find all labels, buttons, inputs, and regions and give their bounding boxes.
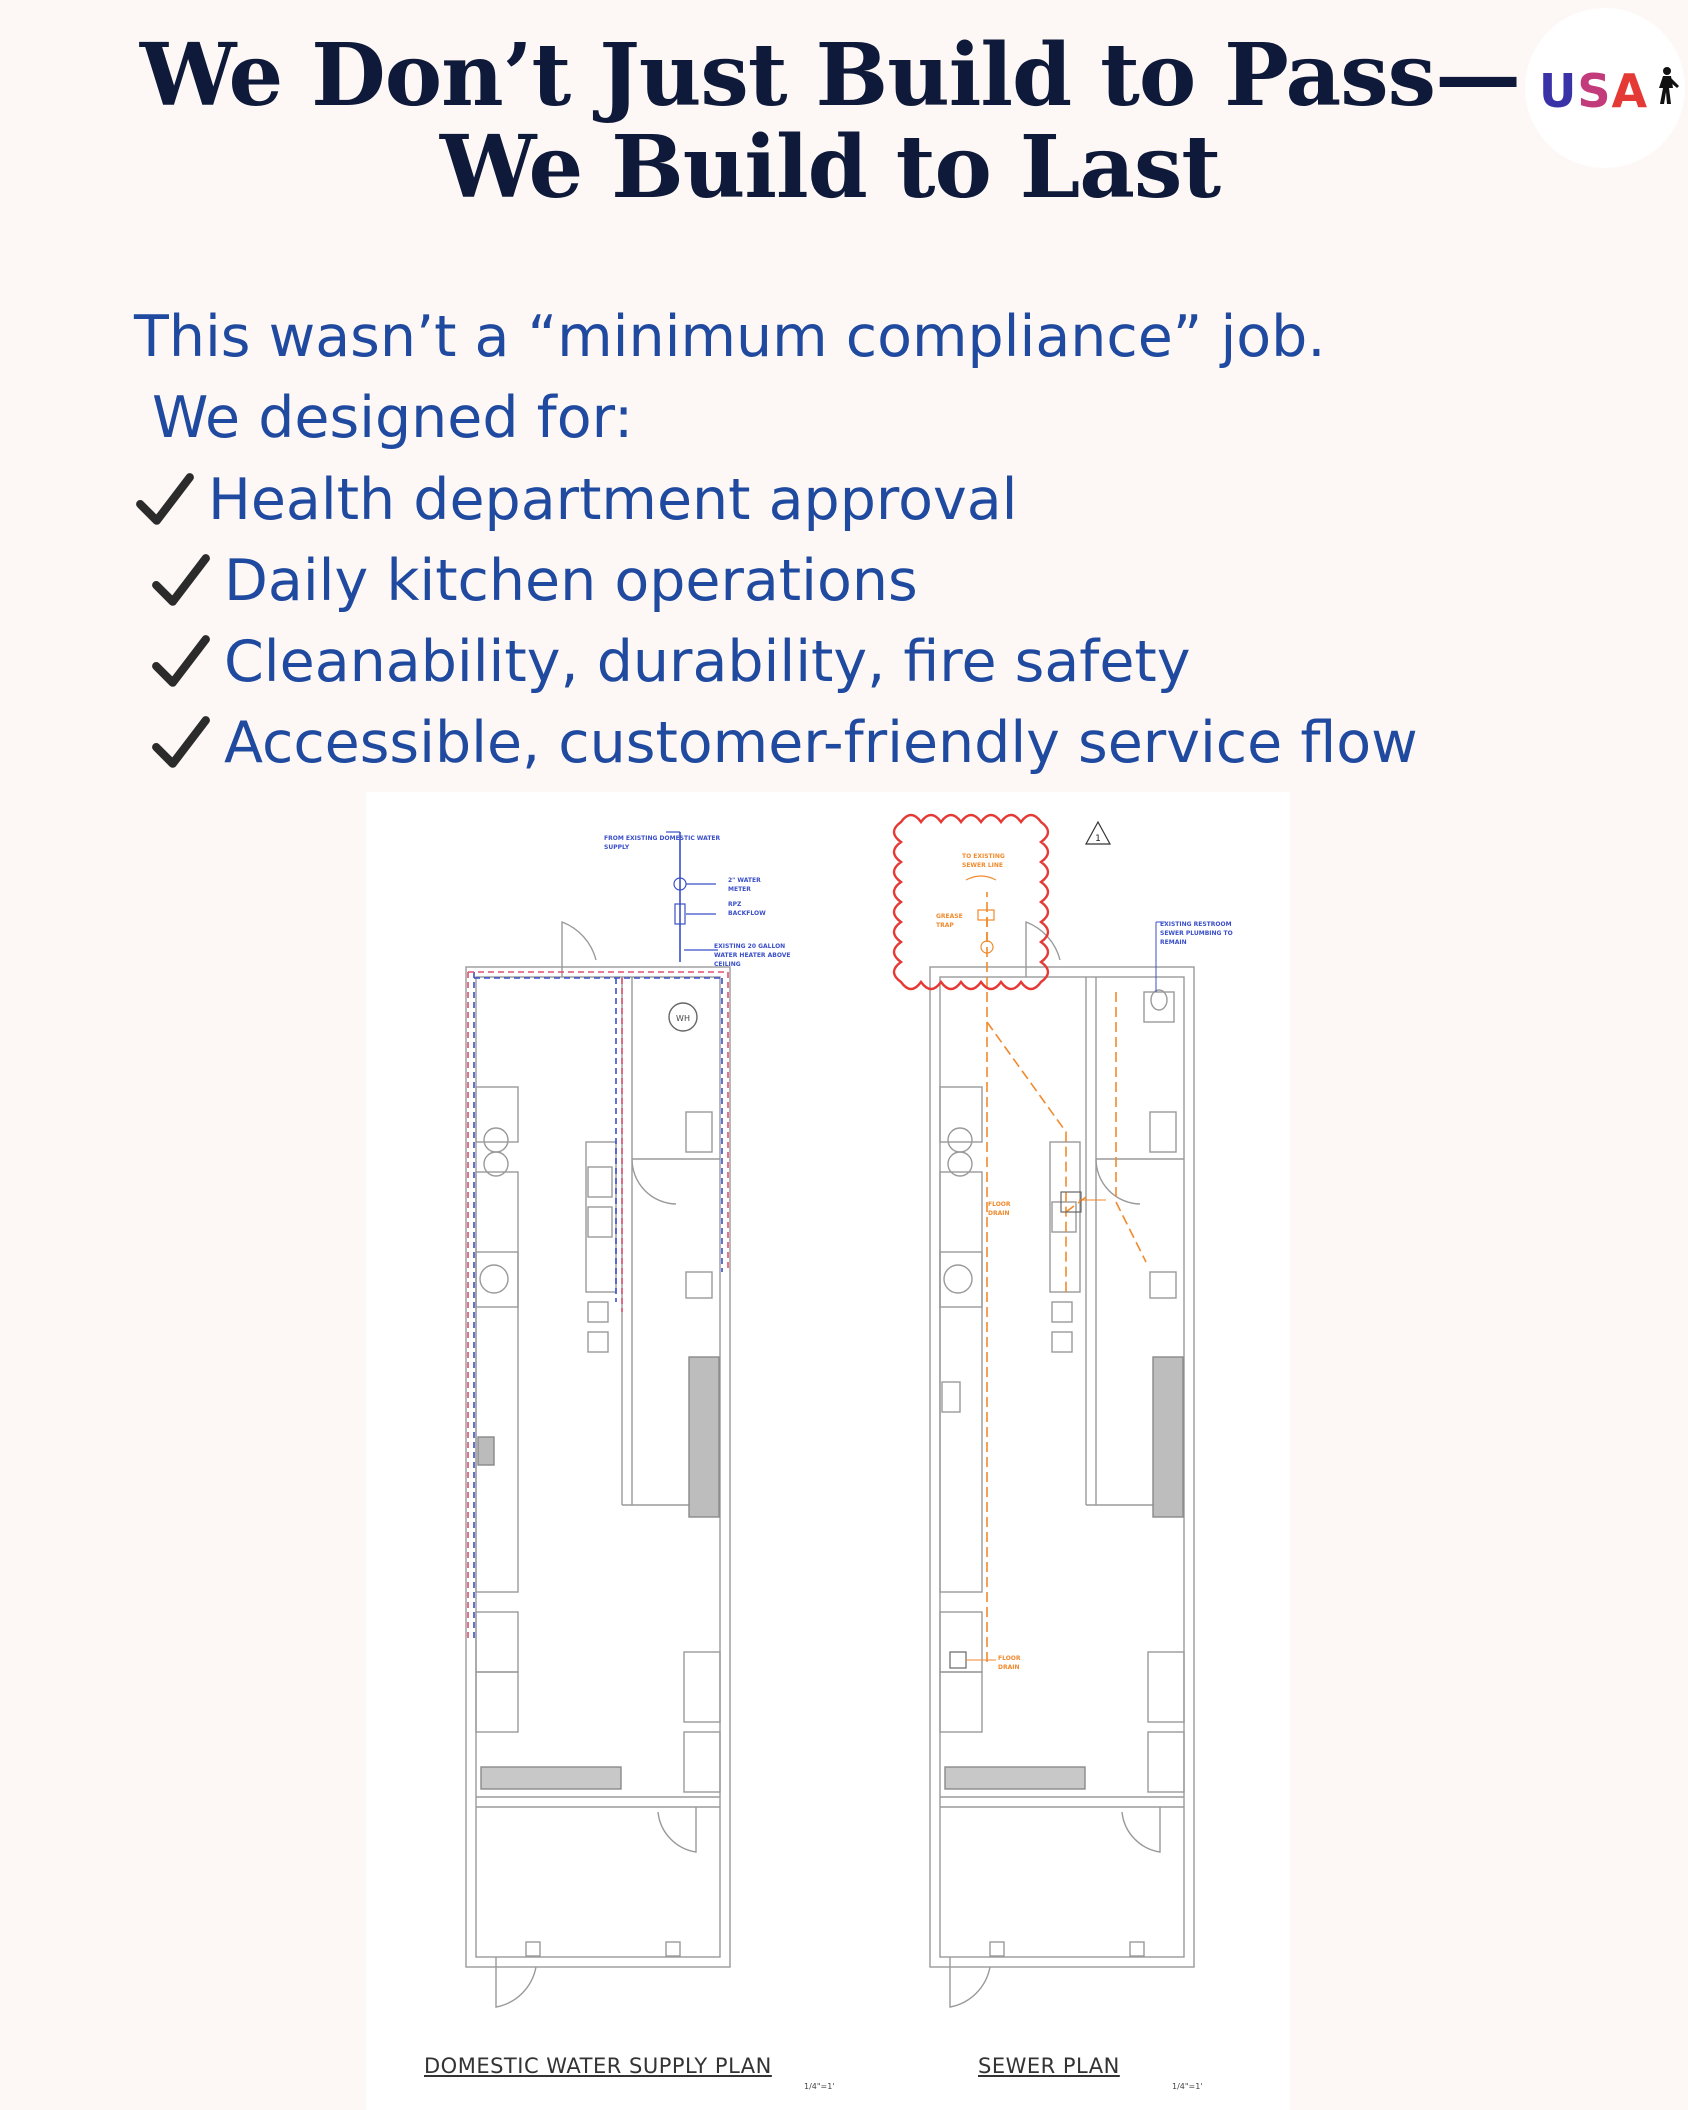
checklist-label: Cleanability, durability, fire safety [224,629,1191,695]
sewer-lines [987,892,1146,1662]
sewer-plan-title: SEWER PLAN [978,2054,1120,2078]
note-water-meter: 2" WATER METER [728,877,761,893]
checklist-item [150,627,1191,697]
checklist-item [150,546,918,616]
checklist-label: Accessible, customer-friendly service flow [224,710,1418,776]
plumbing-plan-drawing [366,792,1290,2110]
worker-figure-icon [1653,66,1681,106]
checklist-label: Daily kitchen operations [224,548,918,614]
intro-line-2: We designed for: [152,385,634,451]
grease-trap-icon [966,876,996,953]
note-grease-trap: GREASE TRAP [936,913,963,929]
checkmark-icon [150,631,212,693]
water-plan-title: DOMESTIC WATER SUPPLY PLAN [424,2054,772,2078]
checklist-item [134,465,1017,535]
logo-wordmark: USA [1539,64,1649,118]
note-floor-drain: FLOOR DRAIN [998,1655,1021,1671]
water-heater-icon [669,1003,697,1031]
sewer-plan-scale: 1/4"=1' [1172,2082,1203,2091]
checklist-label: Health department approval [208,467,1018,533]
note-floor-drain: FLOOR DRAIN [988,1201,1011,1217]
revision-cloud-icon [894,815,1048,989]
company-logo [1525,8,1685,168]
svg-text:WH: WH [676,1014,690,1023]
note-water-supply: FROM EXISTING DOMESTIC WATER SUPPLY [604,835,721,851]
svg-text:1: 1 [1095,834,1101,844]
checkmark-icon [134,469,196,531]
note-sewer-line: TO EXISTING SEWER LINE [962,853,1005,869]
note-rpz-backflow: RPZ BACKFLOW [728,901,766,917]
water-plan-scale: 1/4"=1' [804,2082,835,2091]
note-water-heater: EXISTING 20 GALLON WATER HEATER ABOVE CEILING [714,943,791,968]
checkmark-icon [150,712,212,774]
floor-plan-svg [366,792,1290,2110]
checklist-item [150,708,1418,778]
page-title: We Don’t Just Build to Pass—We Build to Last [139,25,1521,218]
intro-line-1: This wasn’t a “minimum compliance” job. [134,304,1326,370]
checkmark-icon [150,550,212,612]
note-restroom: EXISTING RESTROOM SEWER PLUMBING TO REMAIN [1160,921,1233,946]
